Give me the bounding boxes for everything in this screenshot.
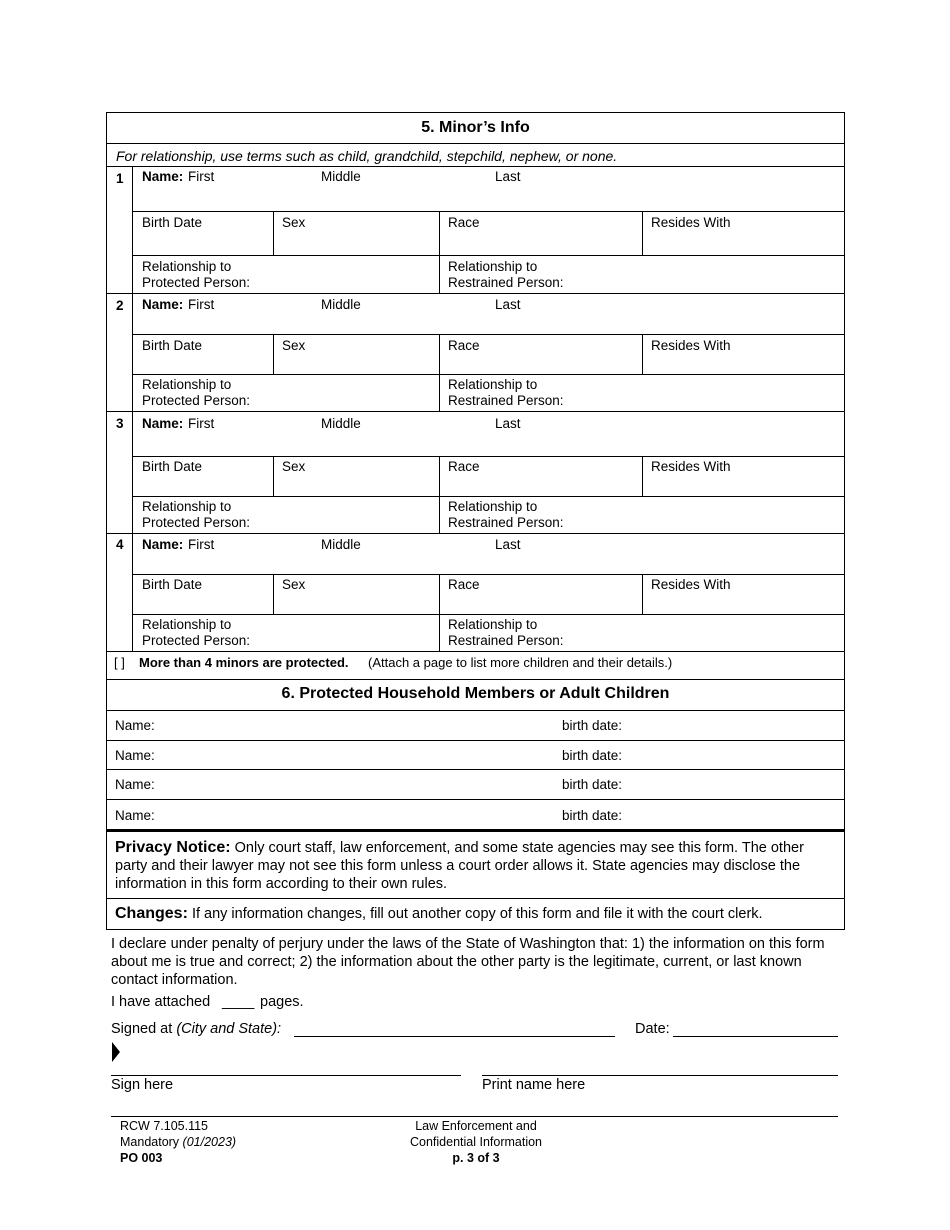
footer-mandatory-date: (01/2023) [182,1135,237,1149]
last-label: Last [495,416,521,431]
relationship-to-label: Relationship to [142,617,232,632]
member-name-field[interactable]: Name: [115,808,155,823]
relationship-to-label: Relationship to [448,499,538,514]
name-label: Name: [142,537,184,552]
minor-name-field[interactable] [142,537,842,572]
last-label: Last [495,297,521,312]
first-label: First [188,537,215,552]
relationship-to-label: Relationship to [142,259,232,274]
privacy-notice-text: Only court staff, law enforcement, and some state agencies may see this form. The other party and their lawyer may not see this form unless a court order allows it. State agencies may disclose the information in this form according to their own rules. [115,840,804,892]
relationship-protected-field[interactable] [142,377,432,409]
relationship-instruction: For relationship, use terms such as child, grandchild, stepchild, nephew, or none. [116,148,618,164]
relationship-restrained-field[interactable] [448,259,838,291]
attached-blank[interactable]: ____ [222,994,255,1010]
attached-prefix: I have attached [111,994,211,1010]
more-minors-checkbox[interactable]: [ ] [114,655,125,670]
middle-label: Middle [321,169,361,184]
protected-person-label: Protected Person: [142,633,251,648]
attached-suffix: pages. [260,994,304,1010]
relationship-to-label: Relationship to [142,377,232,392]
date-line[interactable] [673,1036,838,1037]
first-label: First [188,416,215,431]
relationship-to-label: Relationship to [448,377,538,392]
footer-form-code: PO 003 [120,1151,163,1165]
section-6-title: 6. Protected Household Members or Adult Children [281,685,670,702]
privacy-notice-lead: Privacy Notice: [115,839,231,856]
birth-date-field[interactable]: Birth Date [142,459,203,474]
perjury-declaration: I declare under penalty of perjury under the laws of the State of Washington that: 1) the information on this form about me is true and correct; 2) the information about the other party is the legitimate, current, or last known contact information. [111,936,825,988]
protected-person-label: Protected Person: [142,393,251,408]
relationship-protected-field[interactable] [142,259,432,291]
signed-at-italic: (City and State): [176,1021,282,1037]
city-state-line[interactable] [294,1036,615,1037]
sign-here-label: Sign here [111,1077,174,1093]
member-birth-date-field[interactable]: birth date: [562,777,623,792]
last-label: Last [495,169,521,184]
footer-center-line2: Confidential Information [409,1135,543,1149]
relationship-restrained-field[interactable] [448,499,838,531]
relationship-protected-field[interactable] [142,499,432,531]
signed-at-label [111,1020,281,1038]
sex-field[interactable]: Sex [282,577,306,592]
middle-label: Middle [321,297,361,312]
protected-person-label: Protected Person: [142,275,251,290]
more-minors-label: More than 4 minors are protected. [139,655,349,670]
member-name-field[interactable]: Name: [115,718,155,733]
footer-center-line1: Law Enforcement and [415,1119,537,1133]
birth-date-field[interactable]: Birth Date [142,577,203,592]
minor-number: 3 [116,416,124,431]
middle-label: Middle [321,537,361,552]
restrained-person-label: Restrained Person: [448,633,564,648]
footer-mandatory-prefix: Mandatory [120,1135,180,1149]
restrained-person-label: Restrained Person: [448,393,564,408]
section-5-title: 5. Minor’s Info [421,119,530,136]
name-label: Name: [142,169,184,184]
changes-lead: Changes: [115,905,188,922]
minor-number: 4 [116,537,124,552]
resides-with-field[interactable]: Resides With [651,459,731,474]
more-minors-checkbox-row[interactable] [114,655,839,675]
member-name-field[interactable]: Name: [115,748,155,763]
minor-number: 1 [116,171,124,186]
resides-with-field[interactable]: Resides With [651,577,731,592]
member-birth-date-field[interactable]: birth date: [562,718,623,733]
minor-name-field[interactable] [142,169,842,209]
more-minors-note: (Attach a page to list more children and their details.) [368,655,673,670]
date-label: Date: [635,1021,670,1037]
sex-field[interactable]: Sex [282,338,306,353]
relationship-to-label: Relationship to [448,617,538,632]
race-field[interactable]: Race [448,459,480,474]
sex-field[interactable]: Sex [282,459,306,474]
resides-with-field[interactable]: Resides With [651,338,731,353]
changes-text: If any information changes, fill out another copy of this form and file it with the court clerk. [191,906,763,922]
print-name-label: Print name here [482,1077,586,1093]
first-label: First [188,297,215,312]
relationship-protected-field[interactable] [142,617,432,649]
footer-mandatory [120,1134,236,1150]
race-field[interactable]: Race [448,577,480,592]
birth-date-field[interactable]: Birth Date [142,338,203,353]
protected-person-label: Protected Person: [142,515,251,530]
birth-date-field[interactable]: Birth Date [142,215,203,230]
name-label: Name: [142,416,184,431]
changes-notice [115,905,840,923]
race-field[interactable]: Race [448,338,480,353]
race-field[interactable]: Race [448,215,480,230]
signed-at-prefix: Signed at [111,1021,173,1037]
footer-center [376,1118,576,1166]
last-label: Last [495,537,521,552]
middle-label: Middle [321,416,361,431]
relationship-restrained-field[interactable] [448,377,838,409]
first-label: First [188,169,215,184]
footer-rcw: RCW 7.105.115 [120,1119,209,1133]
minor-name-field[interactable] [142,297,842,332]
restrained-person-label: Restrained Person: [448,275,564,290]
relationship-restrained-field[interactable] [448,617,838,649]
restrained-person-label: Restrained Person: [448,515,564,530]
resides-with-field[interactable]: Resides With [651,215,731,230]
sex-field[interactable]: Sex [282,215,306,230]
name-label: Name: [142,297,184,312]
relationship-to-label: Relationship to [142,499,232,514]
privacy-notice [115,839,837,893]
footer-page-number: p. 3 of 3 [452,1151,500,1165]
minor-number: 2 [116,298,124,313]
member-name-field[interactable]: Name: [115,777,155,792]
member-birth-date-field[interactable]: birth date: [562,748,623,763]
member-birth-date-field[interactable]: birth date: [562,808,623,823]
sign-here-arrow-icon [112,1042,120,1062]
minor-name-field[interactable] [142,416,842,454]
relationship-to-label: Relationship to [448,259,538,274]
